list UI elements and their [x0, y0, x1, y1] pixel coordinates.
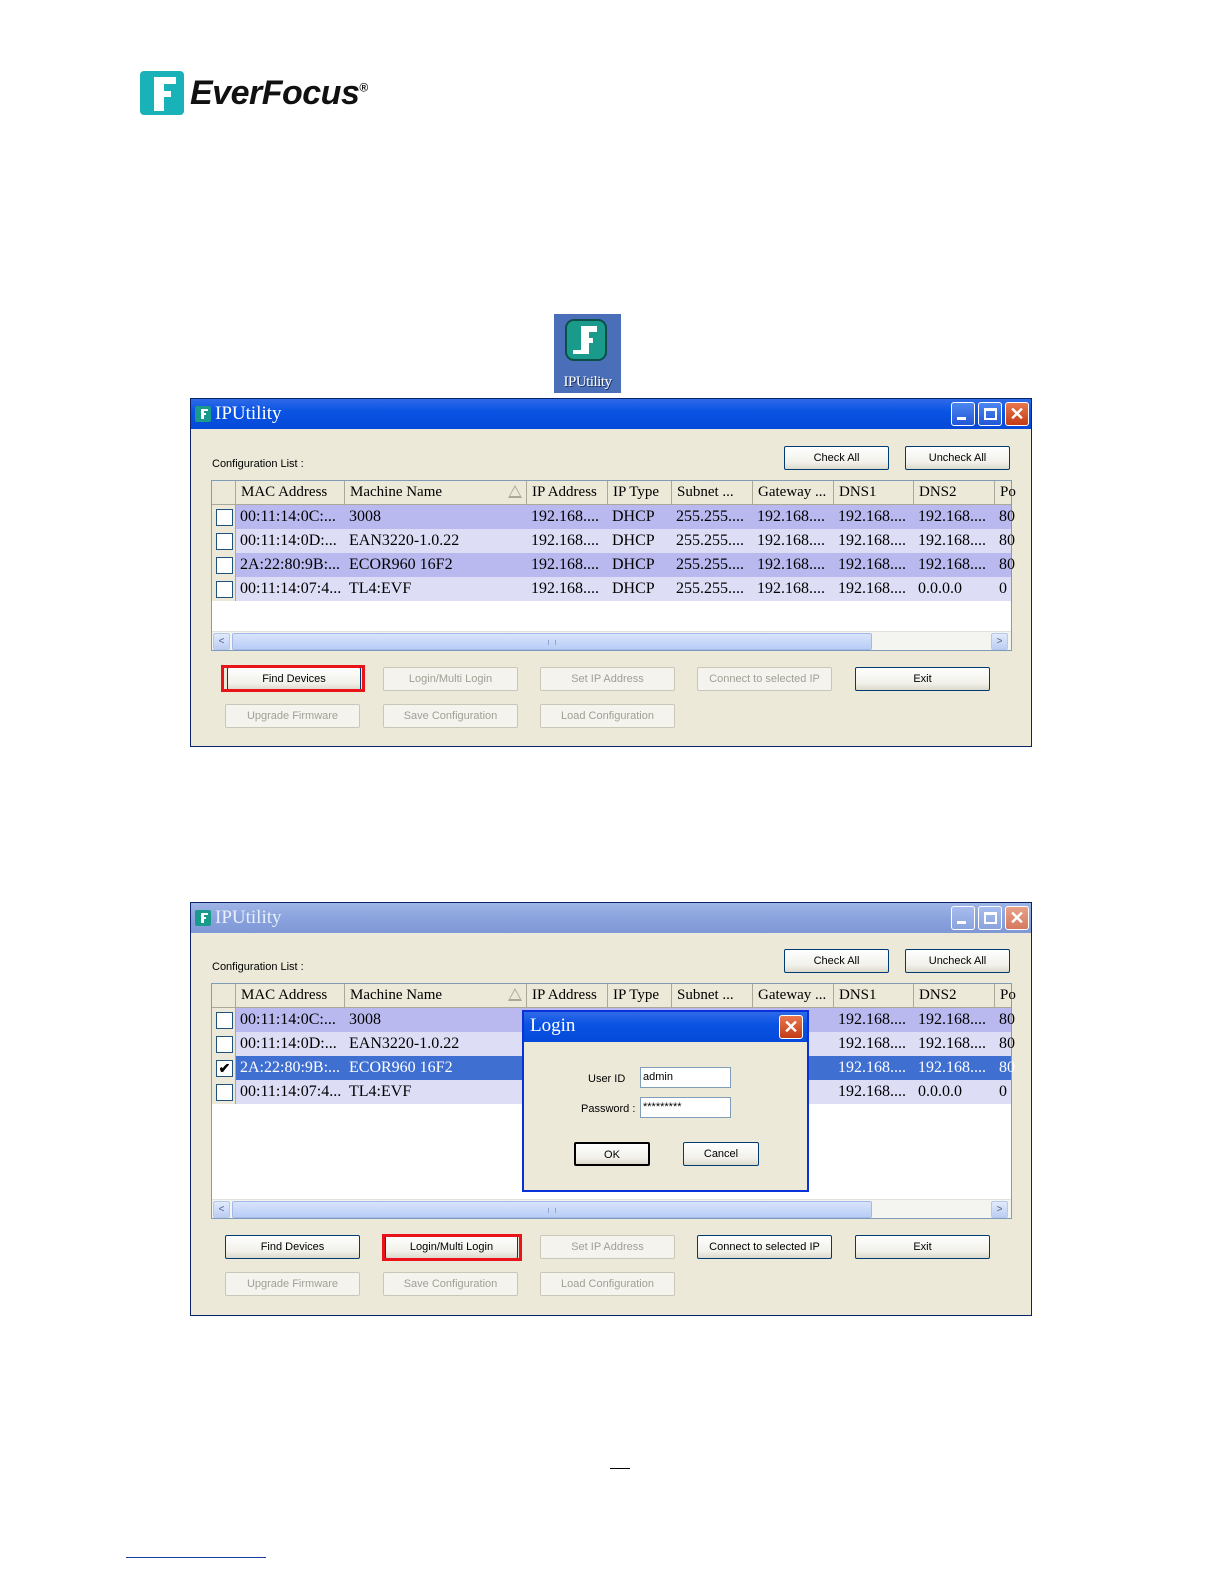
close-button[interactable]: [1005, 402, 1029, 426]
set-ip-address-button[interactable]: Set IP Address: [540, 667, 675, 691]
maximize-icon: [984, 912, 997, 924]
cell-subnet: 255.255....: [676, 556, 744, 573]
cell-gateway: 192.168....: [757, 580, 825, 597]
row-checkbox-cell: [212, 1032, 236, 1056]
user-id-field[interactable]: admin: [640, 1067, 731, 1088]
table-row[interactable]: [212, 577, 1011, 601]
find-devices-button[interactable]: Find Devices: [225, 1235, 360, 1259]
iputility-desktop-icon[interactable]: [554, 314, 621, 393]
col-machine-name[interactable]: [345, 481, 527, 504]
upgrade-firmware-button[interactable]: Upgrade Firmware: [225, 1272, 360, 1296]
col-machine-name-label: Machine Name: [350, 484, 443, 500]
cell-machine-name: TL4:EVF: [349, 580, 412, 597]
cell-ip-type: DHCP: [612, 508, 655, 525]
minimize-icon: [957, 921, 966, 924]
col-port[interactable]: Po: [1000, 987, 1016, 1003]
configuration-list-label: Configuration List :: [212, 458, 304, 470]
cell-mac-address: 2A:22:80:9B:...: [240, 1059, 341, 1076]
cell-subnet: 255.255....: [676, 580, 744, 597]
header-checkbox-column: [212, 984, 236, 1007]
cell-dns1: 192.168....: [838, 556, 906, 573]
cell-subnet: 255.255....: [676, 532, 744, 549]
minimize-button[interactable]: [951, 402, 975, 426]
maximize-icon: [984, 408, 997, 420]
upgrade-firmware-button[interactable]: Upgrade Firmware: [225, 704, 360, 728]
row-checkbox[interactable]: [216, 1012, 233, 1029]
cell-machine-name: 3008: [349, 1011, 381, 1028]
col-subnet[interactable]: Subnet ...: [672, 984, 753, 1007]
row-checkbox-cell: [212, 505, 236, 529]
minimize-button[interactable]: [951, 906, 975, 930]
col-ip-type[interactable]: IP Type: [608, 984, 672, 1007]
col-mac-address[interactable]: MAC Address: [236, 481, 345, 504]
cell-port: 0: [999, 1083, 1007, 1100]
cell-dns1: 192.168....: [838, 532, 906, 549]
cell-ip-address: 192.168....: [531, 508, 599, 525]
cell-dns1: 192.168....: [838, 1011, 906, 1028]
col-ip-address[interactable]: IP Address: [527, 481, 608, 504]
exit-button[interactable]: Exit: [855, 1235, 990, 1259]
cell-dns2: 192.168....: [918, 556, 986, 573]
password-field[interactable]: *********: [640, 1097, 731, 1118]
cell-ip-address: 192.168....: [531, 556, 599, 573]
row-checkbox[interactable]: [216, 1036, 233, 1053]
cell-mac-address: 00:11:14:07:4...: [240, 580, 342, 597]
cell-mac-address: 2A:22:80:9B:...: [240, 556, 341, 573]
ok-button[interactable]: OK: [574, 1142, 650, 1166]
cell-machine-name: ECOR960 16F2: [349, 1059, 453, 1076]
connect-to-selected-ip-button[interactable]: Connect to selected IP: [697, 667, 832, 691]
cell-ip-address: 192.168....: [531, 580, 599, 597]
cell-port: 80: [999, 508, 1015, 525]
highlight-find-devices: [221, 665, 365, 692]
check-all-button[interactable]: Check All: [784, 949, 889, 973]
device-grid[interactable]: [211, 480, 1016, 651]
row-checkbox-cell: [212, 1008, 236, 1032]
login-button[interactable]: Login/Multi Login: [383, 667, 518, 691]
login-dialog-title: Login: [530, 1015, 576, 1036]
row-checkbox-cell: [212, 577, 236, 601]
uncheck-all-button[interactable]: Uncheck All: [905, 446, 1010, 470]
row-checkbox-cell: [212, 1056, 236, 1080]
col-dns2[interactable]: DNS2: [914, 481, 995, 504]
row-checkbox[interactable]: [216, 509, 233, 526]
cancel-button[interactable]: Cancel: [683, 1142, 759, 1166]
set-ip-address-button[interactable]: Set IP Address: [540, 1235, 675, 1259]
window-title: IPUtility: [215, 907, 282, 928]
load-configuration-button[interactable]: Load Configuration: [540, 1272, 675, 1296]
highlight-login-button: [382, 1234, 522, 1261]
save-configuration-button[interactable]: Save Configuration: [383, 704, 518, 728]
scroll-left-icon[interactable]: <: [213, 633, 230, 650]
row-checkbox[interactable]: [216, 1084, 233, 1101]
close-button[interactable]: [1005, 906, 1029, 930]
window-titlebar[interactable]: [191, 399, 1031, 429]
cell-port: 80: [999, 532, 1015, 549]
cell-ip-type: DHCP: [612, 532, 655, 549]
cell-dns2: 192.168....: [918, 508, 986, 525]
everfocus-logo: [140, 68, 368, 118]
col-ip-type[interactable]: IP Type: [608, 481, 672, 504]
scrollbar-thumb[interactable]: [232, 1201, 872, 1218]
scrollbar-thumb[interactable]: [232, 633, 872, 650]
cell-machine-name: EAN3220-1.0.22: [349, 532, 460, 549]
scroll-right-icon[interactable]: >: [991, 633, 1008, 650]
page-number-underline: [610, 1468, 630, 1469]
row-checkbox-cell: [212, 1080, 236, 1104]
iputility-window-1: [190, 398, 1032, 747]
scroll-left-icon[interactable]: <: [213, 1201, 230, 1218]
exit-button[interactable]: Exit: [855, 667, 990, 691]
cell-dns1: 192.168....: [838, 1059, 906, 1076]
cell-port: 0: [999, 580, 1007, 597]
cell-ip-address: 192.168....: [531, 532, 599, 549]
configuration-list-label: Configuration List :: [212, 961, 304, 973]
cell-port: 80: [999, 1011, 1015, 1028]
close-icon: ✕: [783, 1017, 799, 1037]
login-button[interactable]: Login/Multi Login: [385, 1235, 518, 1259]
cell-dns1: 192.168....: [838, 580, 906, 597]
cell-machine-name: EAN3220-1.0.22: [349, 1035, 460, 1052]
find-devices-button[interactable]: Find Devices: [227, 667, 361, 691]
col-mac-address[interactable]: MAC Address: [236, 984, 345, 1007]
cell-dns1: 192.168....: [838, 1035, 906, 1052]
header-checkbox-column: [212, 481, 236, 504]
iputility-app-icon: [563, 318, 611, 364]
cell-gateway: 192.168....: [757, 532, 825, 549]
cell-ip-type: DHCP: [612, 556, 655, 573]
load-configuration-button[interactable]: Load Configuration: [540, 704, 675, 728]
check-all-button[interactable]: Check All: [784, 446, 889, 470]
login-dialog-close-button[interactable]: [779, 1015, 803, 1039]
cell-dns2: 192.168....: [918, 1059, 986, 1076]
brand-name: EverFocus: [190, 73, 360, 112]
col-dns1[interactable]: DNS1: [834, 984, 914, 1007]
user-id-label: User ID: [588, 1073, 626, 1085]
checkmark-icon: ✔: [218, 1060, 231, 1076]
cell-gateway: 192.168....: [757, 508, 825, 525]
maximize-button[interactable]: [978, 906, 1002, 930]
cell-dns2: 0.0.0.0: [918, 580, 962, 597]
sort-ascending-icon: [508, 485, 522, 498]
grid-header: [212, 984, 1016, 1008]
col-dns2[interactable]: DNS2: [914, 984, 995, 1007]
uncheck-all-button[interactable]: Uncheck All: [905, 949, 1010, 973]
col-subnet[interactable]: Subnet ...: [672, 481, 753, 504]
app-title-icon: [195, 910, 211, 926]
table-row[interactable]: [212, 553, 1015, 577]
cell-subnet: 255.255....: [676, 508, 744, 525]
cell-mac-address: 00:11:14:0D:...: [240, 532, 337, 549]
row-checkbox[interactable]: [216, 581, 233, 598]
col-gateway[interactable]: Gateway ...: [753, 481, 834, 504]
registered-mark: ®: [359, 80, 368, 95]
close-icon: ✕: [1009, 404, 1025, 424]
password-label: Password :: [581, 1103, 636, 1115]
minimize-icon: [957, 417, 966, 420]
cell-dns2: 192.168....: [918, 1035, 986, 1052]
col-port[interactable]: Po: [1000, 484, 1016, 500]
scroll-right-icon[interactable]: >: [991, 1201, 1008, 1218]
horizontal-scrollbar[interactable]: [212, 1199, 1011, 1218]
window-titlebar[interactable]: [191, 903, 1031, 933]
row-checkbox[interactable]: [216, 557, 233, 574]
cell-mac-address: 00:11:14:0C:...: [240, 1011, 336, 1028]
col-dns1[interactable]: DNS1: [834, 481, 914, 504]
login-dialog-titlebar[interactable]: [524, 1012, 807, 1042]
cell-dns1: 192.168....: [838, 508, 906, 525]
desktop-icon-label: IPUtility: [563, 374, 612, 390]
maximize-button[interactable]: [978, 402, 1002, 426]
col-ip-address[interactable]: IP Address: [527, 984, 608, 1007]
login-dialog: [522, 1010, 809, 1192]
horizontal-scrollbar[interactable]: [212, 631, 1011, 650]
cell-port: 80: [999, 1035, 1015, 1052]
sort-ascending-icon: [508, 988, 522, 1001]
cell-port: 80: [999, 1059, 1015, 1076]
save-configuration-button[interactable]: Save Configuration: [383, 1272, 518, 1296]
cell-ip-type: DHCP: [612, 580, 655, 597]
cell-machine-name: ECOR960 16F2: [349, 556, 453, 573]
row-checkbox-cell: [212, 553, 236, 577]
cell-mac-address: 00:11:14:07:4...: [240, 1083, 342, 1100]
cell-dns2: 0.0.0.0: [918, 1083, 962, 1100]
window-title: IPUtility: [215, 403, 282, 424]
row-checkbox-cell: [212, 529, 236, 553]
row-checkbox[interactable]: [216, 1060, 233, 1077]
app-title-icon: [195, 406, 211, 422]
cell-machine-name: 3008: [349, 508, 381, 525]
connect-to-selected-ip-button[interactable]: Connect to selected IP: [697, 1235, 832, 1259]
cell-port: 80: [999, 556, 1015, 573]
col-machine-name-label: Machine Name: [350, 987, 443, 1003]
footer-link-underline: [126, 1557, 266, 1558]
cell-dns1: 192.168....: [838, 1083, 906, 1100]
row-checkbox[interactable]: [216, 533, 233, 550]
table-row[interactable]: [212, 529, 1015, 553]
col-gateway[interactable]: Gateway ...: [753, 984, 834, 1007]
everfocus-logo-icon: [140, 69, 184, 117]
cell-machine-name: TL4:EVF: [349, 1083, 412, 1100]
cell-mac-address: 00:11:14:0D:...: [240, 1035, 337, 1052]
cell-gateway: 192.168....: [757, 556, 825, 573]
col-machine-name[interactable]: [345, 984, 527, 1007]
close-icon: ✕: [1009, 908, 1025, 928]
cell-dns2: 192.168....: [918, 532, 986, 549]
cell-dns2: 192.168....: [918, 1011, 986, 1028]
grid-header: [212, 481, 1016, 505]
cell-mac-address: 00:11:14:0C:...: [240, 508, 336, 525]
table-row[interactable]: [212, 505, 1015, 529]
